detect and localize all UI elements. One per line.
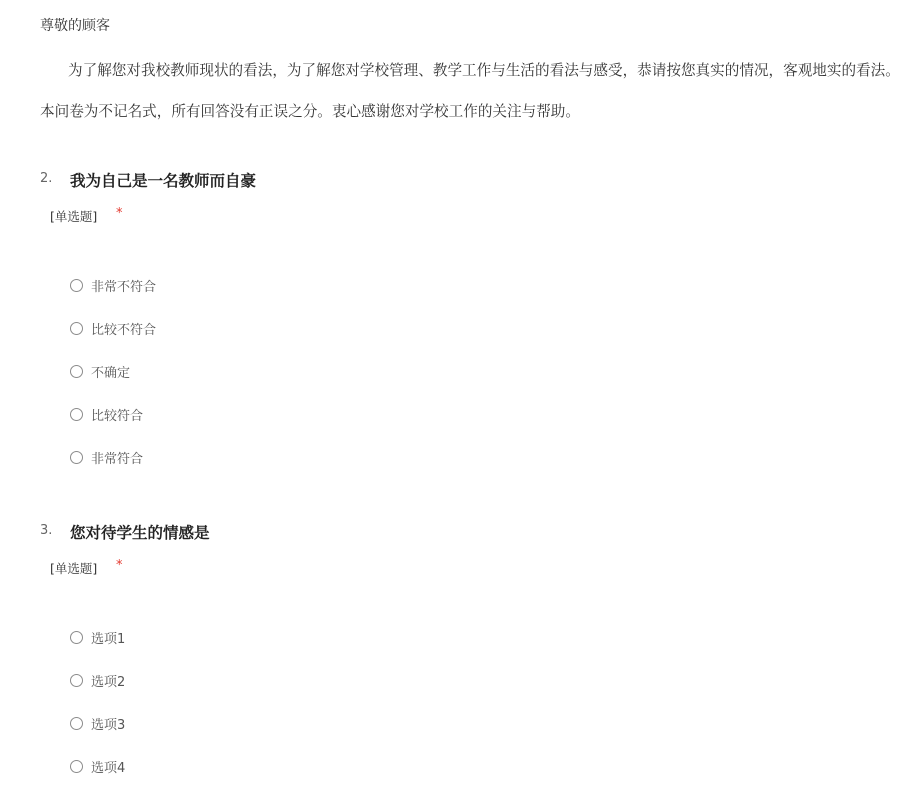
option-radio[interactable]: [70, 628, 125, 646]
question-title: 我为自己是一名教师而自豪: [70, 172, 257, 190]
radio-unselected-icon[interactable]: [70, 408, 83, 421]
radio-unselected-icon[interactable]: [70, 760, 83, 773]
radio-unselected-icon[interactable]: [70, 279, 83, 292]
question-number: 2.: [40, 171, 53, 186]
option-label: 不确定: [91, 365, 131, 381]
radio-unselected-icon[interactable]: [70, 717, 83, 730]
option-radio[interactable]: [70, 405, 143, 423]
option-radio[interactable]: [70, 319, 156, 337]
option-label: 选项4: [91, 760, 126, 776]
option-radio[interactable]: [70, 362, 130, 380]
option-label: 选项1: [91, 631, 126, 647]
radio-unselected-icon[interactable]: [70, 365, 83, 378]
radio-unselected-icon[interactable]: [70, 322, 83, 335]
option-radio[interactable]: [70, 448, 143, 466]
question-number: 3.: [40, 523, 53, 538]
radio-unselected-icon[interactable]: [70, 631, 83, 644]
survey-intro: 为了解您对我校教师现状的看法，为了解您对学校管理、教学工作与生活的看法与感受，恭请按您真实的情况，客观地实的看法。本问卷为不记名式，所有回答没有正误之分。衷心感谢您对学校工作的关注与帮助。: [40, 62, 900, 120]
option-radio[interactable]: [70, 276, 156, 294]
option-label: 选项3: [91, 717, 126, 733]
greeting: 尊敬的顾客: [40, 18, 110, 34]
radio-unselected-icon[interactable]: [70, 674, 83, 687]
option-label: 非常符合: [91, 451, 144, 467]
required-mark: *: [116, 558, 123, 573]
question-type: [单选题]: [50, 561, 98, 576]
radio-unselected-icon[interactable]: [70, 451, 83, 464]
option-radio[interactable]: [70, 671, 125, 689]
question-title: 您对待学生的情感是: [70, 524, 210, 542]
option-label: 比较不符合: [91, 322, 157, 338]
question-type: [单选题]: [50, 209, 98, 224]
option-radio[interactable]: [70, 714, 125, 732]
option-label: 比较符合: [91, 408, 144, 424]
required-mark: *: [116, 206, 123, 221]
option-label: 选项2: [91, 674, 126, 690]
option-radio[interactable]: [70, 757, 125, 775]
option-label: 非常不符合: [91, 279, 157, 295]
